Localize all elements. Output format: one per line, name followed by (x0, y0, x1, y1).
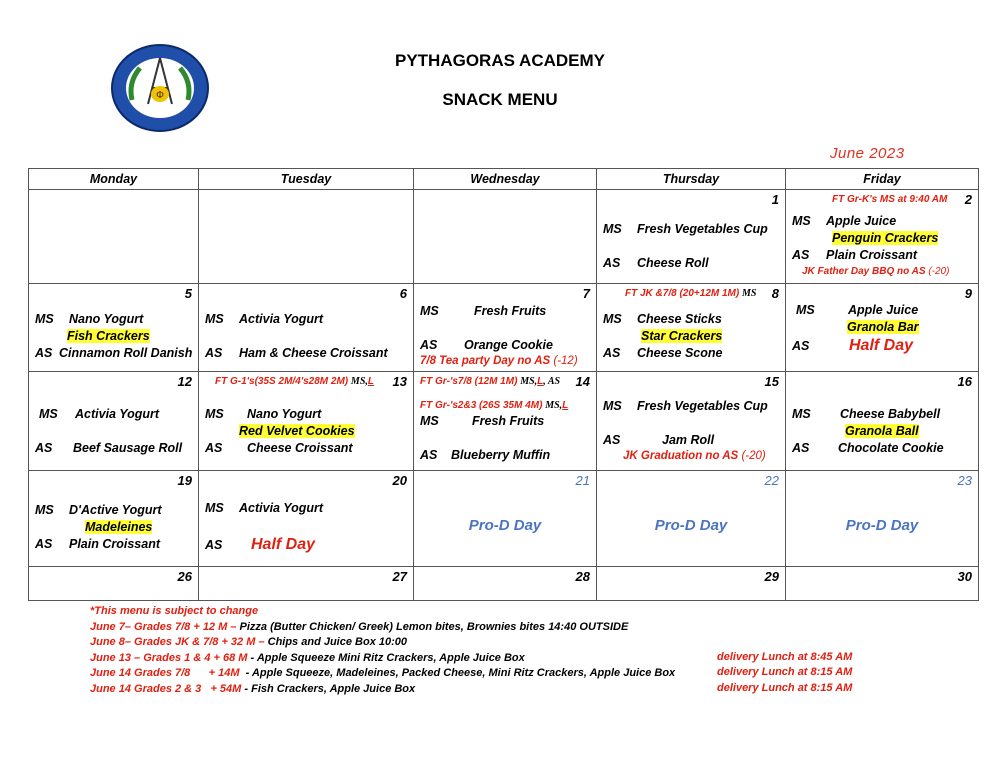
note-line (90, 620, 675, 636)
as-snack: Cheese Croissant (247, 441, 353, 455)
weekday-friday: Friday (786, 169, 979, 190)
as-label: AS (792, 248, 810, 262)
note-date: June 7– Grades 7/8 + 12 M – (90, 620, 237, 633)
as-label: AS (603, 346, 621, 360)
week-row (29, 284, 979, 372)
ms-snack: Fresh Vegetables Cup (637, 399, 768, 413)
note-date: June 8– Grades JK & 7/8 + 32 M – (90, 636, 265, 648)
ms-snack: Cheese Sticks (637, 312, 722, 326)
day-cell (414, 567, 597, 601)
event-group: MS, (545, 400, 563, 411)
day-number: 5 (184, 286, 192, 301)
pro-d-day-label: Pro-D Day (468, 517, 542, 534)
day-cell (29, 471, 199, 567)
ms-snack-highlight: Star Crackers (641, 329, 723, 343)
as-label: AS (205, 346, 223, 360)
day-number: 26 (177, 569, 192, 584)
ms-label: MS (35, 503, 54, 517)
note-detail: Pizza (Butter Chicken/ Greek) Lemon bites, Brownies bites 14:40 OUTSIDE (236, 620, 629, 633)
event-group: MS, (520, 376, 538, 387)
day-cell (597, 190, 786, 284)
footnotes (90, 604, 675, 697)
event-count: (-12) (553, 355, 578, 367)
note-date: June 14 Grades 2 & 3 + 54M (90, 682, 242, 695)
ms-snack: Fresh Fruits (472, 414, 545, 428)
day-number: 13 (392, 374, 407, 389)
day-cell (199, 567, 414, 601)
day-number: 1 (771, 192, 779, 207)
day-cell (786, 471, 979, 567)
ms-snack: Nano Yogurt (247, 407, 322, 421)
ms-snack-highlight: Fish Crackers (67, 329, 150, 343)
as-label: AS (35, 346, 53, 360)
ms-snack: Apple Juice (848, 303, 919, 317)
event-note: 7/8 Tea party Day no AS (420, 355, 551, 367)
note-line (90, 682, 675, 698)
note-date: June 13 – Grades 1 & 4 + 68 M (90, 651, 248, 664)
ms-label: MS (603, 222, 622, 236)
event-count: (-20) (741, 450, 766, 462)
event-group-l: L (562, 400, 569, 411)
ms-label: MS (205, 501, 224, 515)
ms-snack: Fresh Fruits (474, 304, 547, 318)
svg-text:Φ: Φ (156, 90, 164, 101)
day-number: 21 (575, 473, 590, 488)
day-cell (199, 372, 414, 471)
ms-snack: Cheese Babybell (840, 407, 941, 421)
half-day-label: Half Day (251, 536, 316, 553)
day-number: 2 (964, 192, 972, 207)
note-detail: Chips and Juice Box 10:00 (264, 636, 407, 648)
day-cell (414, 471, 597, 567)
event-group: MS, (350, 376, 368, 387)
note-date: June 14 Grades 7/8 + 14M (90, 667, 240, 679)
day-number: 30 (957, 569, 972, 584)
ms-label: MS (420, 414, 439, 428)
day-cell-empty (29, 190, 199, 284)
event-group-l: L (537, 376, 544, 387)
ms-snack: Activia Yogurt (239, 501, 324, 515)
day-number: 6 (399, 286, 407, 301)
day-cell (786, 284, 979, 372)
day-number: 9 (964, 286, 972, 301)
as-label: AS (205, 538, 223, 552)
weekday-thursday: Thursday (597, 169, 786, 190)
event-note: FT Gr-'s7/8 (12M 1M) (420, 376, 518, 387)
event-note: FT G-1's(35S 2M/4's28M 2M) (215, 376, 349, 387)
event-group-as: , AS (543, 376, 561, 387)
ms-snack-highlight: Red Velvet Cookies (239, 424, 355, 438)
delivery-note: delivery Lunch at 8:45 AM (717, 651, 853, 663)
week-row (29, 471, 979, 567)
ms-label: MS (796, 303, 815, 317)
ms-snack: Activia Yogurt (75, 407, 160, 421)
as-label: AS (35, 537, 53, 551)
half-day-label: Half Day (849, 337, 914, 354)
event-group-l: L (367, 376, 374, 387)
day-number: 8 (771, 286, 779, 301)
as-snack: Orange Cookie (464, 338, 553, 352)
change-note: *This menu is subject to change (90, 605, 259, 617)
as-label: AS (35, 441, 53, 455)
day-cell (597, 372, 786, 471)
event-count: (-20) (928, 266, 950, 277)
day-number: 22 (764, 473, 779, 488)
as-snack: Cheese Roll (637, 256, 709, 270)
note-line (90, 635, 675, 651)
month-label: June 2023 (830, 145, 905, 162)
event-note: JK Graduation no AS (623, 450, 739, 462)
calendar-table (28, 168, 979, 601)
day-number: 27 (392, 569, 407, 584)
as-snack: Cheese Scone (637, 346, 723, 360)
day-cell (29, 284, 199, 372)
event-note: FT JK &7/8 (20+12M 1M) (625, 288, 740, 299)
school-title: PYTHAGORAS ACADEMY (395, 51, 605, 70)
note-line (90, 666, 675, 682)
pro-d-day-label: Pro-D Day (845, 517, 919, 534)
day-number: 15 (764, 374, 779, 389)
ms-label: MS (205, 312, 224, 326)
as-label: AS (792, 441, 810, 455)
note-line (90, 651, 675, 667)
ms-snack: Fresh Vegetables Cup (637, 222, 768, 236)
day-cell (597, 284, 786, 372)
as-snack: Plain Croissant (69, 537, 160, 551)
day-number: 29 (764, 569, 779, 584)
day-number: 20 (392, 473, 407, 488)
as-snack: Chocolate Cookie (838, 441, 944, 455)
ms-snack-highlight: Penguin Crackers (832, 231, 939, 245)
day-number: 28 (575, 569, 590, 584)
note-detail: - Fish Crackers, Apple Juice Box (241, 682, 416, 695)
as-label: AS (205, 441, 223, 455)
week-row (29, 372, 979, 471)
day-cell (786, 190, 979, 284)
weekday-header-row (29, 169, 979, 190)
day-cell-empty (414, 190, 597, 284)
weekday-tuesday: Tuesday (199, 169, 414, 190)
event-note: FT Gr-'s2&3 (26S 35M 4M) (420, 400, 543, 411)
ms-snack: Nano Yogurt (69, 312, 144, 326)
as-label: AS (603, 256, 621, 270)
day-cell-empty (199, 190, 414, 284)
day-cell (29, 372, 199, 471)
note-detail: - Apple Squeeze, Madeleines, Packed Cheese, Mini Ritz Crackers, Apple Juice Box (239, 667, 676, 679)
ms-snack-highlight: Madeleines (85, 520, 153, 534)
as-snack: Beef Sausage Roll (73, 441, 183, 455)
day-number: 23 (957, 473, 972, 488)
event-group: MS (742, 288, 757, 299)
ms-snack-highlight: Granola Ball (845, 424, 919, 438)
delivery-note: delivery Lunch at 8:15 AM (717, 666, 853, 678)
day-cell (597, 567, 786, 601)
menu-title: SNACK MENU (442, 90, 558, 109)
ms-label: MS (420, 304, 439, 318)
ms-label: MS (205, 407, 224, 421)
day-number: 7 (582, 286, 590, 301)
ms-label: MS (35, 312, 54, 326)
as-label: AS (420, 338, 438, 352)
ms-snack: Apple Juice (826, 214, 897, 228)
day-cell (29, 567, 199, 601)
as-snack: Ham & Cheese Croissant (239, 346, 388, 360)
as-snack: Blueberry Muffin (451, 448, 551, 462)
ms-label: MS (603, 312, 622, 326)
day-number: 19 (177, 473, 192, 488)
as-label: AS (420, 448, 438, 462)
as-snack: Plain Croissant (826, 248, 917, 262)
day-cell (786, 372, 979, 471)
week-row (29, 190, 979, 284)
event-note: JK Father Day BBQ no AS (802, 266, 926, 277)
day-cell (597, 471, 786, 567)
day-cell (199, 284, 414, 372)
weekday-wednesday: Wednesday (414, 169, 597, 190)
as-label: AS (792, 339, 810, 353)
day-number: 14 (575, 374, 590, 389)
note-detail: - Apple Squeeze Mini Ritz Crackers, Apple Juice Box (247, 651, 525, 664)
event-note: FT Gr-K's MS at 9:40 AM (832, 194, 948, 205)
as-snack: Cinnamon Roll Danish (59, 346, 193, 360)
pro-d-day-label: Pro-D Day (654, 517, 728, 534)
day-cell (414, 372, 597, 471)
delivery-note: delivery Lunch at 8:15 AM (717, 682, 853, 694)
day-number: 16 (957, 374, 972, 389)
day-number: 12 (177, 374, 192, 389)
ms-label: MS (39, 407, 58, 421)
as-label: AS (603, 433, 621, 447)
ms-snack: D'Active Yogurt (69, 503, 162, 517)
ms-snack: Activia Yogurt (239, 312, 324, 326)
ms-label: MS (792, 407, 811, 421)
ms-label: MS (603, 399, 622, 413)
as-snack: Jam Roll (662, 433, 715, 447)
ms-label: MS (792, 214, 811, 228)
weekday-monday: Monday (29, 169, 199, 190)
ms-snack-highlight: Granola Bar (847, 320, 919, 334)
day-cell (786, 567, 979, 601)
day-cell (414, 284, 597, 372)
day-cell (199, 471, 414, 567)
week-row (29, 567, 979, 601)
